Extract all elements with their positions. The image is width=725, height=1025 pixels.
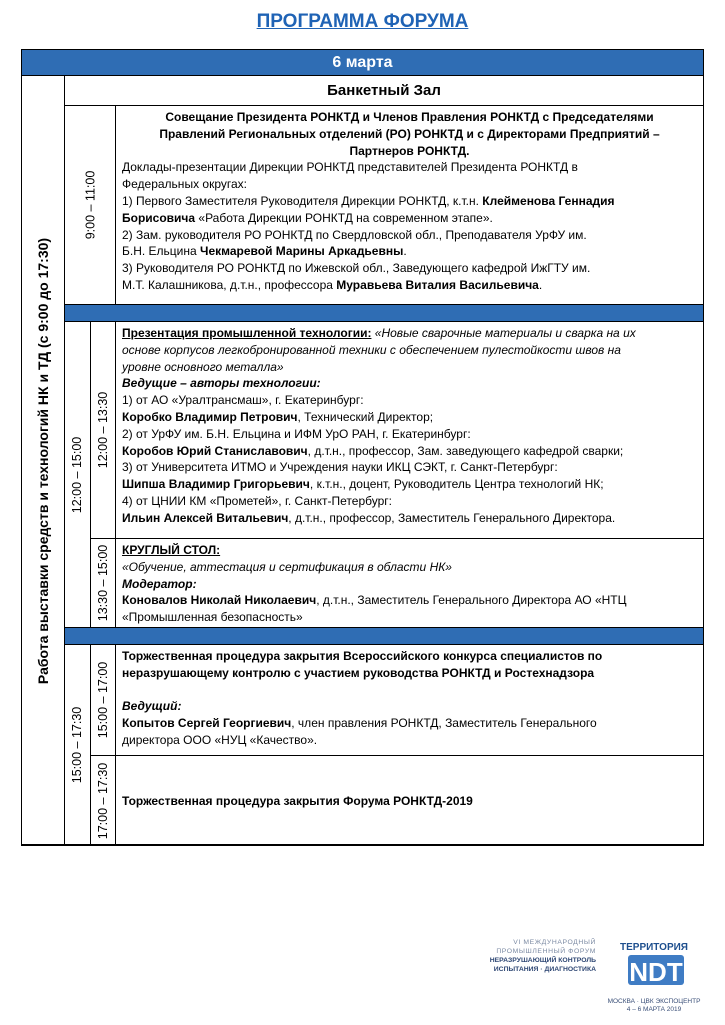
session-3b	[115, 755, 704, 846]
separator-band	[64, 304, 704, 322]
text-line: 3) от Университета ИТМО и Учреждения науки ИКЦ СЭКТ, г. Санкт-Петербург:	[122, 460, 558, 475]
text-line: Торжественная процедура закрытия Всероссийского конкурса специалистов по	[122, 649, 603, 663]
hall-header: Банкетный Зал	[64, 75, 704, 106]
text-line: Федеральных округах:	[122, 177, 247, 192]
logo-caption	[602, 998, 706, 1014]
text-line: Ведущие – авторы технологии:	[122, 376, 321, 391]
session-title-line: Совещание Президента РОНКТД и Членов Правления РОНКТД с Председателями	[165, 110, 654, 124]
logo-line: ПРОМЫШЛЕННЫЙ ФОРУМ	[496, 948, 596, 955]
text-line: Доклады-презентации Дирекции РОНКТД представителей Президента РОНКТД в	[122, 160, 578, 175]
text-line: Шипша Владимир Григорьевич, к.т.н., доцент, Руководитель Центра технологий НК;	[122, 477, 604, 492]
time-cell-2a	[90, 321, 116, 539]
logo-caption-line: МОСКВА · ЦВК ЭКСПОЦЕНТР	[607, 998, 701, 1005]
logo-line: НЕРАЗРУШАЮЩИЙ КОНТРОЛЬ	[489, 957, 596, 964]
text-line: КРУГЛЫЙ СТОЛ:	[122, 543, 221, 557]
text-line: уровне основного металла»	[122, 359, 284, 374]
time-label: 15:00 – 17:00	[96, 661, 110, 739]
text-line: М.Т. Калашникова, д.т.н., профессора Муравьева Виталия Васильевича.	[122, 277, 543, 292]
text-line: 4) от ЦНИИ КМ «Прометей», г. Санкт-Петербург:	[122, 493, 392, 508]
text-line: Б.Н. Ельцина Чекмаревой Марины Аркадьевны.	[122, 244, 407, 259]
time-cell-3	[64, 644, 91, 846]
session-title-line: Правлений Региональных отделений (РО) РОНКТД и с Директорами Предприятий –	[159, 126, 660, 141]
logo-brand-top: ТЕРРИТОРИЯ	[620, 942, 688, 953]
forum-logo	[484, 938, 709, 1018]
text-line: 2) от УрФУ им. Б.Н. Ельцина и ИФМ УрО РАН, г. Екатеринбург:	[122, 426, 471, 441]
text-line: «Обучение, аттестация и сертификация в области НК»	[122, 559, 452, 574]
text-line: Ведущий:	[122, 699, 182, 714]
time-label: 17:00 – 17:30	[96, 762, 110, 839]
text-line: Коновалов Николай Николаевич, д.т.н., Заместитель Генерального Директора АО «НТЦ	[122, 593, 627, 608]
time-cell-1	[64, 105, 116, 305]
text-line: 2) Зам. руководителя РО РОНКТД по Свердловской обл., Преподавателя УрФУ им.	[122, 227, 587, 242]
text-line: Ильин Алексей Витальевич, д.т.н., профессор, Заместитель Генерального Директора.	[122, 510, 616, 525]
logo-line: ИСПЫТАНИЯ · ДИАГНОСТИКА	[493, 966, 596, 973]
session-2a	[115, 321, 704, 539]
session-title-line: Партнеров РОНКТД.	[349, 143, 470, 158]
text-line: 1) от АО «Уралтрансмаш», г. Екатеринбург:	[122, 393, 364, 408]
text-line: Коробов Юрий Станиславович, д.т.н., профессор, Зам. заведующего кафедрой сварки;	[122, 443, 624, 458]
text-line: неразрушающему контролю с участием руководства РОНКТД и Ростехнадзора	[122, 665, 595, 680]
time-cell-3b	[90, 755, 116, 846]
text-line: «Промышленная безопасность»	[122, 610, 303, 625]
text-line: основе корпусов легкобронированной техники с обеспечением пулестойкости швов на	[122, 342, 621, 357]
text-line: Копытов Сергей Георгиевич, член правления РОНКТД, Заместитель Генерального	[122, 716, 597, 731]
time-cell-2b	[90, 538, 116, 628]
logo-caption-line: 4 – 6 МАРТА 2019	[626, 1006, 682, 1013]
logo-line: VI МЕЖДУНАРОДНЫЙ	[513, 939, 596, 946]
time-label: 13:30 – 15:00	[96, 544, 110, 622]
time-label: 15:00 – 17:30	[70, 706, 85, 784]
time-cell-2	[64, 321, 91, 628]
session-3a	[115, 644, 704, 756]
text-line: 3) Руководителя РО РОНКТД по Ижевской обл., Заведующего кафедрой ИжГТУ им.	[122, 261, 591, 276]
side-label-cell	[21, 75, 65, 846]
page-title: ПРОГРАММА ФОРУМА	[256, 11, 469, 32]
date-header: 6 марта	[21, 49, 704, 76]
time-cell-3a	[90, 644, 116, 756]
ndt-logo-mark	[604, 938, 704, 998]
logo-brand-main: NDT	[629, 957, 683, 987]
text-line: Коробко Владимир Петрович, Технический Директор;	[122, 409, 434, 424]
program-table	[21, 49, 704, 845]
time-label: 12:00 – 13:30	[96, 391, 110, 469]
text-line	[122, 682, 697, 699]
text-line: 1) Первого Заместителя Руководителя Дирекции РОНКТД, к.т.н. Клейменова Геннадия	[122, 193, 615, 208]
time-label: 9:00 – 11:00	[83, 170, 97, 240]
logo-text	[484, 938, 596, 974]
text-line: Модератор:	[122, 576, 197, 591]
separator-band	[64, 627, 704, 645]
text-line: Борисовича «Работа Дирекции РОНКТД на современном этапе».	[122, 210, 493, 225]
text-line: Торжественная процедура закрытия Форума РОНКТД-2019	[122, 793, 473, 808]
time-label: 12:00 – 15:00	[70, 436, 85, 513]
side-label: Работа выставки средств и технологий НК и ТД (с 9:00 до 17:30)	[35, 237, 52, 684]
text-line: Презентация промышленной технологии: «Новые сварочные материалы и сварка на их	[122, 326, 636, 340]
session-1	[115, 105, 704, 305]
session-2b	[115, 538, 704, 628]
text-line: директора ООО «НУЦ «Качество».	[122, 732, 318, 747]
